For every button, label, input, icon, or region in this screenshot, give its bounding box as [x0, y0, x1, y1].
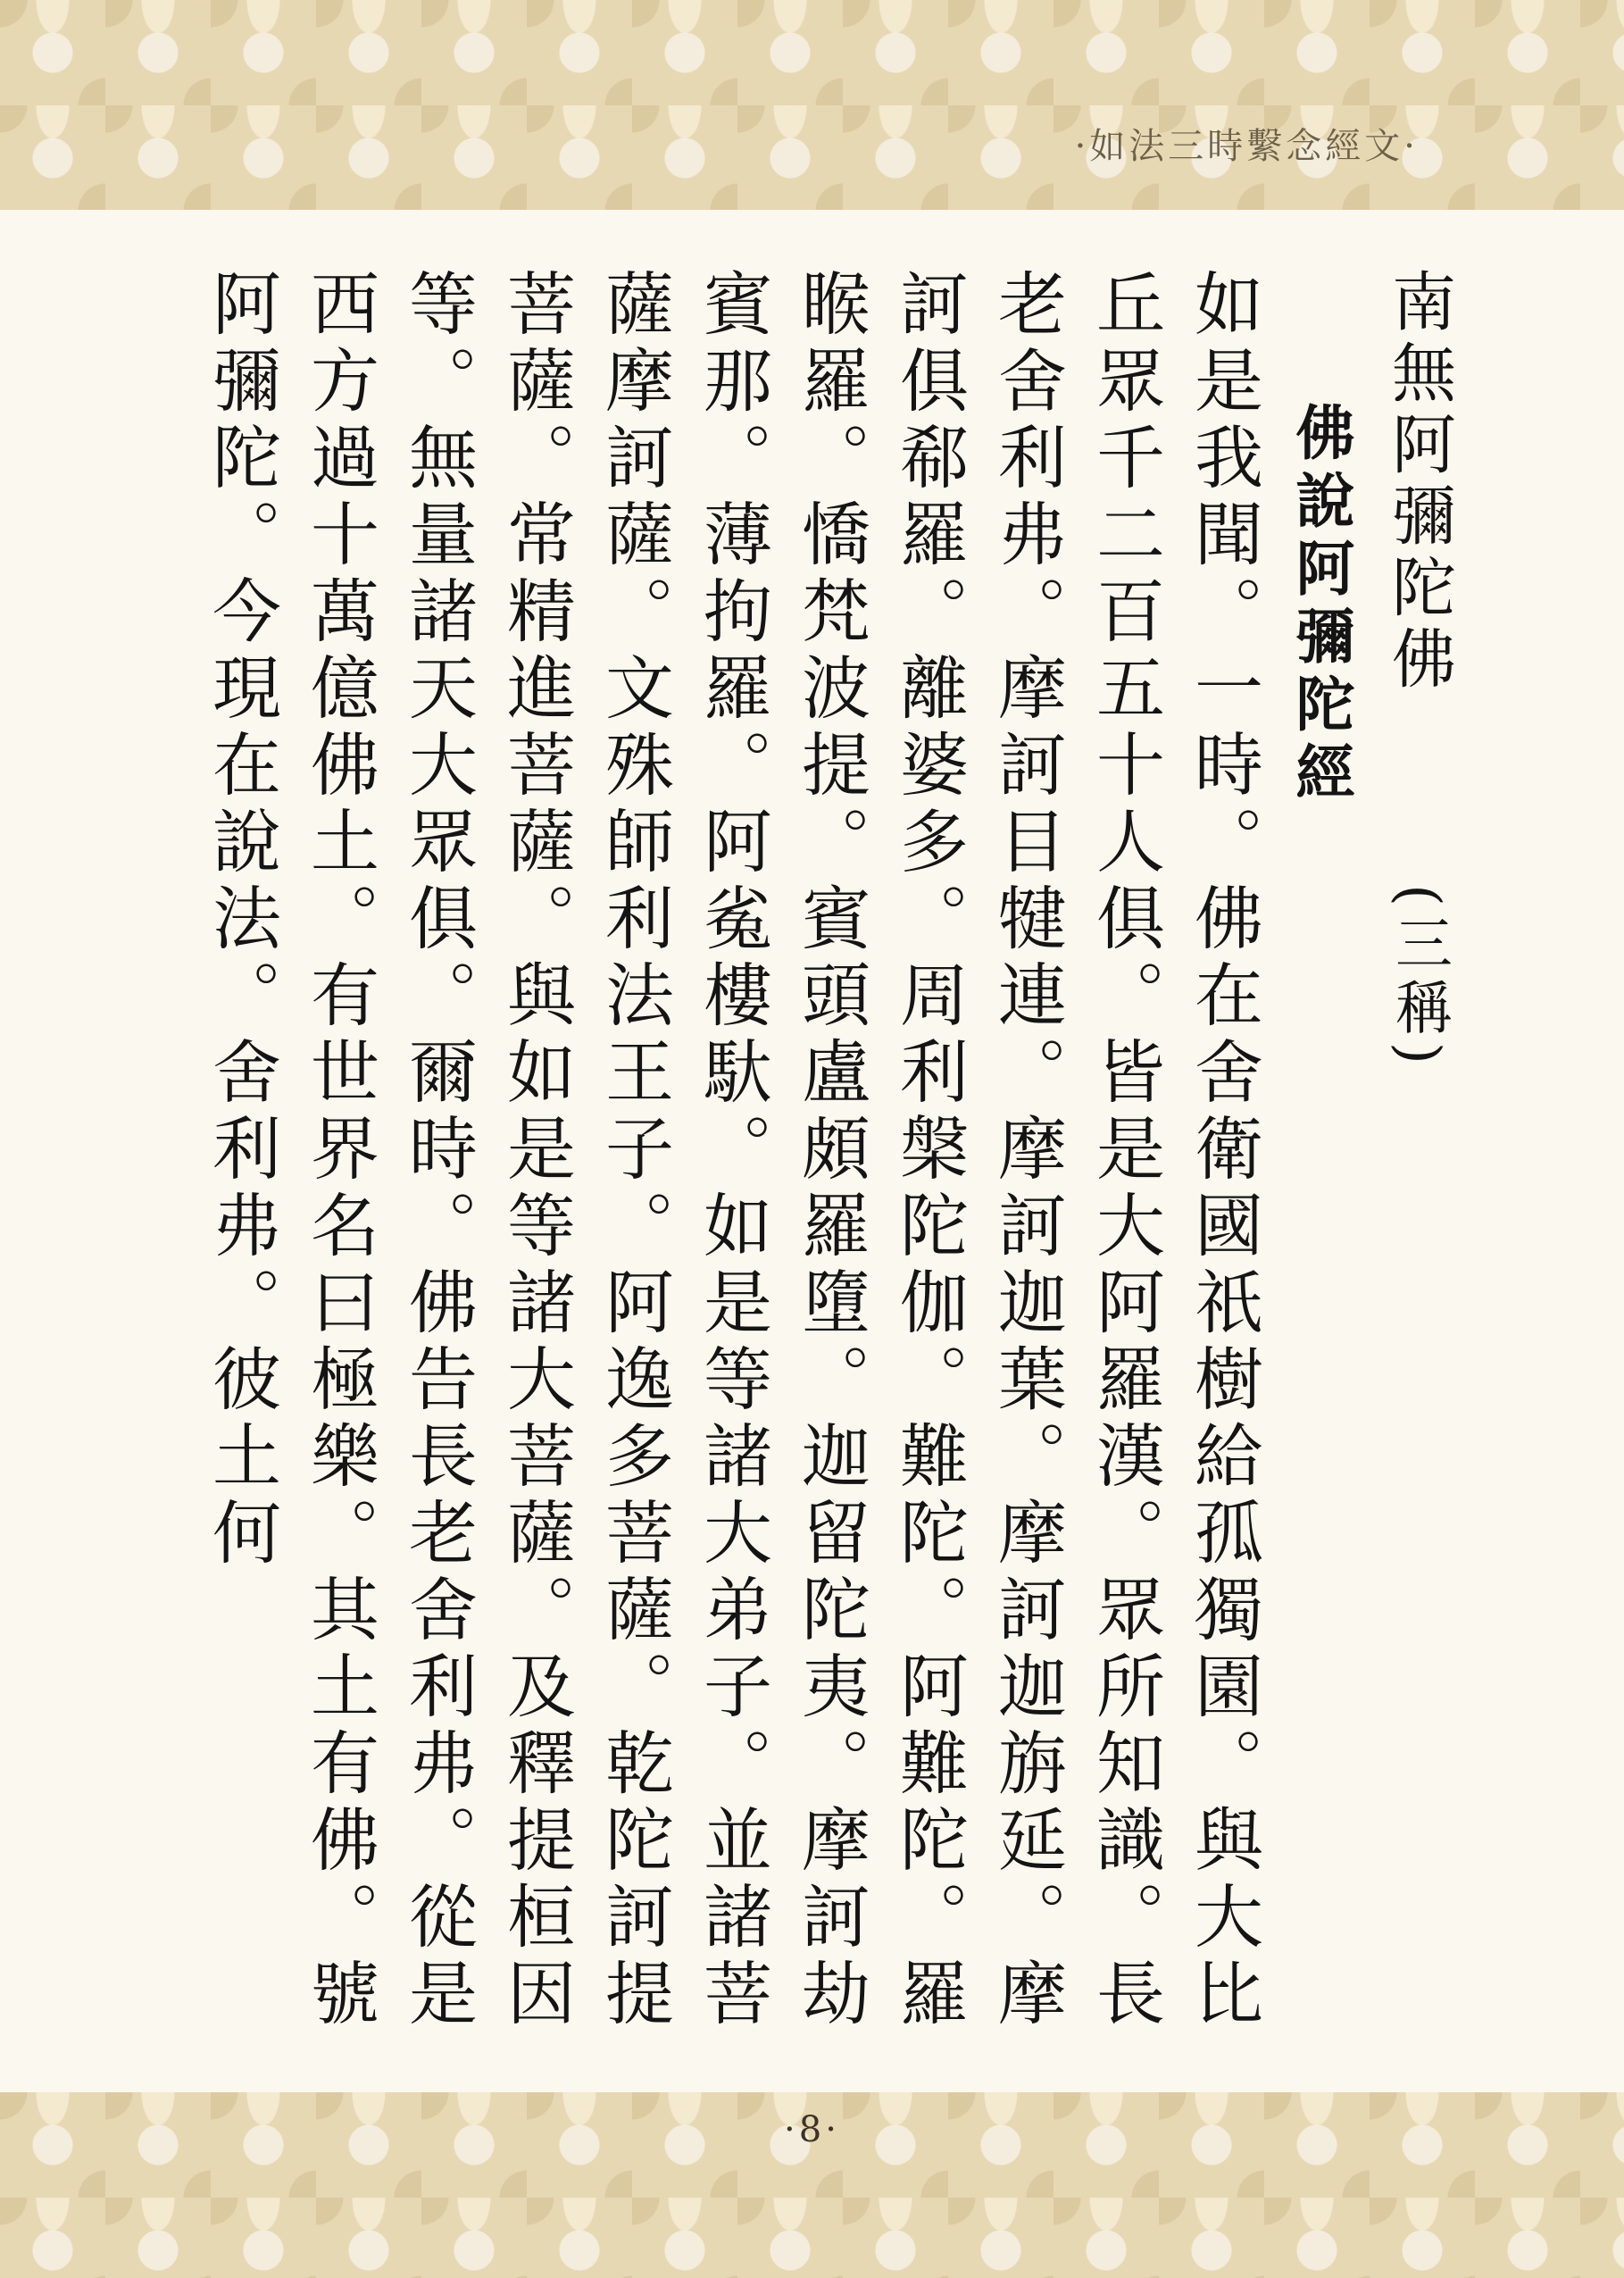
- invocation-text: 南無阿彌陀佛: [1381, 268, 1456, 697]
- invocation-note: (三稱): [1386, 884, 1452, 1072]
- decorative-header-band: [0, 0, 1624, 210]
- running-header: ·如法三時繫念經文·: [1074, 126, 1419, 167]
- invocation-line: [1370, 268, 1468, 2072]
- sutra-title: 佛說阿彌陀經: [1286, 402, 1355, 809]
- sutra-text-block: [191, 268, 1468, 2072]
- sutra-body: 如是我聞。一時。佛在舍衛國祇樹給孤獨園。與大比丘眾千二百五十人俱。皆是大阿羅漢。眾所知識。長老舍利弗。摩訶目犍連。摩訶迦葉。摩訶迦旃延。摩訶俱郗羅。離婆多。周利槃陀伽。難陀。阿難陀。羅睺羅。憍梵波提。賓頭盧頗羅墮。迦留陀夷。摩訶劫賓那。薄拘羅。阿㝹樓馱。如是等諸大弟子。並諸菩薩摩訶薩。文殊師利法王子。阿逸多菩薩。乾陀訶提菩薩。常精進菩薩。與如是等諸大菩薩。及釋提桓因等。無量諸天大眾俱。爾時。佛告長老舍利弗。從是西方過十萬億佛土。有世界名曰極樂。其土有佛。號阿彌陀。今現在說法。舍利弗。彼土何: [201, 268, 1262, 2034]
- page-number: ·8·: [784, 2109, 840, 2150]
